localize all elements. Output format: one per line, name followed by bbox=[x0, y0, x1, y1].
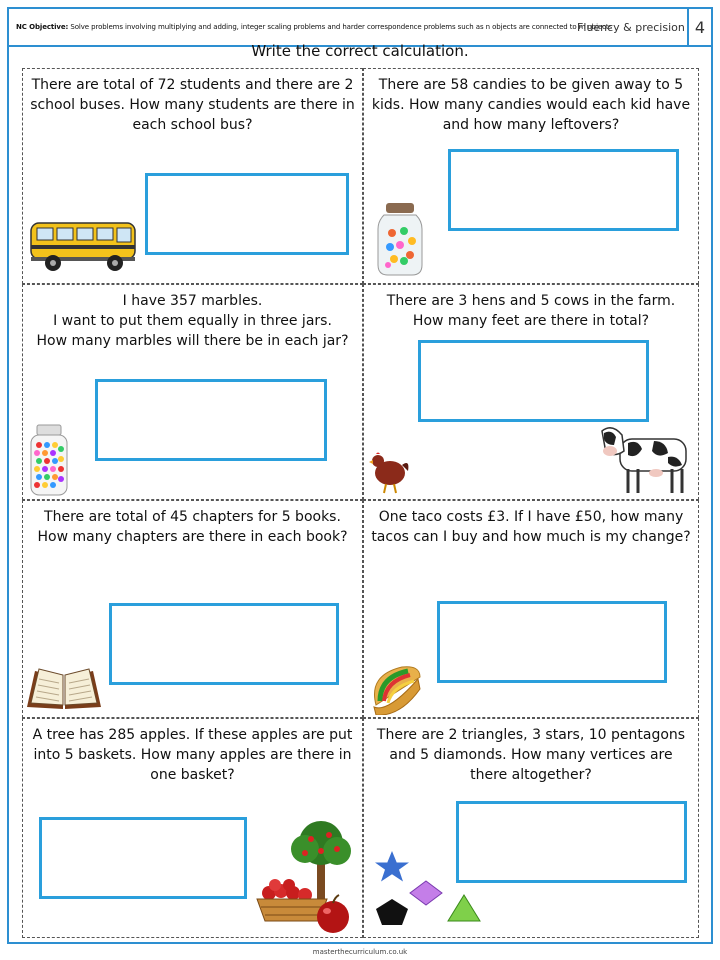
apple-tree-icon bbox=[255, 819, 359, 937]
header-divider bbox=[687, 9, 689, 45]
answer-box[interactable] bbox=[39, 817, 247, 899]
taco-icon bbox=[370, 661, 422, 715]
page-number: 4 bbox=[694, 18, 705, 37]
answer-box[interactable] bbox=[109, 603, 339, 685]
triangle-icon bbox=[448, 895, 480, 921]
candy-jar-icon bbox=[376, 201, 424, 277]
diamond-icon bbox=[410, 881, 442, 905]
question-card-3 bbox=[22, 284, 363, 500]
shapes-icon bbox=[372, 847, 494, 927]
instruction: Write the correct calculation. bbox=[251, 42, 469, 60]
answer-box[interactable] bbox=[145, 173, 349, 255]
question-text: A tree has 285 apples. If these apples are put into 5 baskets. How many apples are there in one basket? bbox=[32, 727, 353, 783]
marble-jar-icon bbox=[27, 423, 71, 497]
question-text: One taco costs £3. If I have £50, how many tacos can I buy and how much is my change? bbox=[371, 509, 691, 545]
star-icon bbox=[375, 851, 409, 882]
open-book-icon bbox=[25, 661, 103, 713]
question-text: There are total of 45 chapters for 5 books. How many chapters are there in each book? bbox=[37, 509, 348, 545]
footer-url: masterthecurriculum.co.uk bbox=[312, 948, 408, 956]
question-card-6 bbox=[363, 500, 699, 718]
strand-label: Fluency & precision bbox=[577, 21, 685, 34]
hen-icon bbox=[368, 447, 410, 495]
question-card-8 bbox=[363, 718, 699, 938]
question-text: I have 357 marbles. I want to put them equally in three jars. How many marbles will there be in each jar? bbox=[36, 293, 349, 349]
question-card-7 bbox=[22, 718, 363, 938]
question-text: There are total of 72 students and there are 2 school buses. How many students are there in each school bus? bbox=[30, 77, 355, 133]
question-card-1 bbox=[22, 68, 363, 284]
question-card-5 bbox=[22, 500, 363, 718]
question-text: There are 2 triangles, 3 stars, 10 pentagons and 5 diamonds. How many vertices are there altogether? bbox=[376, 727, 686, 783]
cow-icon bbox=[598, 421, 694, 497]
question-card-2 bbox=[363, 68, 699, 284]
answer-box[interactable] bbox=[418, 340, 649, 422]
pentagon-icon bbox=[376, 899, 408, 925]
question-text: There are 3 hens and 5 cows in the farm. How many feet are there in total? bbox=[386, 293, 676, 329]
question-text: There are 58 candies to be given away to 5 kids. How many candies would each kid have and how many leftovers? bbox=[371, 77, 691, 133]
answer-box[interactable] bbox=[448, 149, 679, 231]
nc-objective: NC Objective: Solve problems involving multiplying and adding, integer scaling problems and harder correspondence problems such as n objects are connected to m objects bbox=[16, 23, 613, 31]
school-bus-icon bbox=[27, 215, 139, 273]
question-card-4 bbox=[363, 284, 699, 500]
answer-box[interactable] bbox=[437, 601, 667, 683]
answer-box[interactable] bbox=[95, 379, 327, 461]
